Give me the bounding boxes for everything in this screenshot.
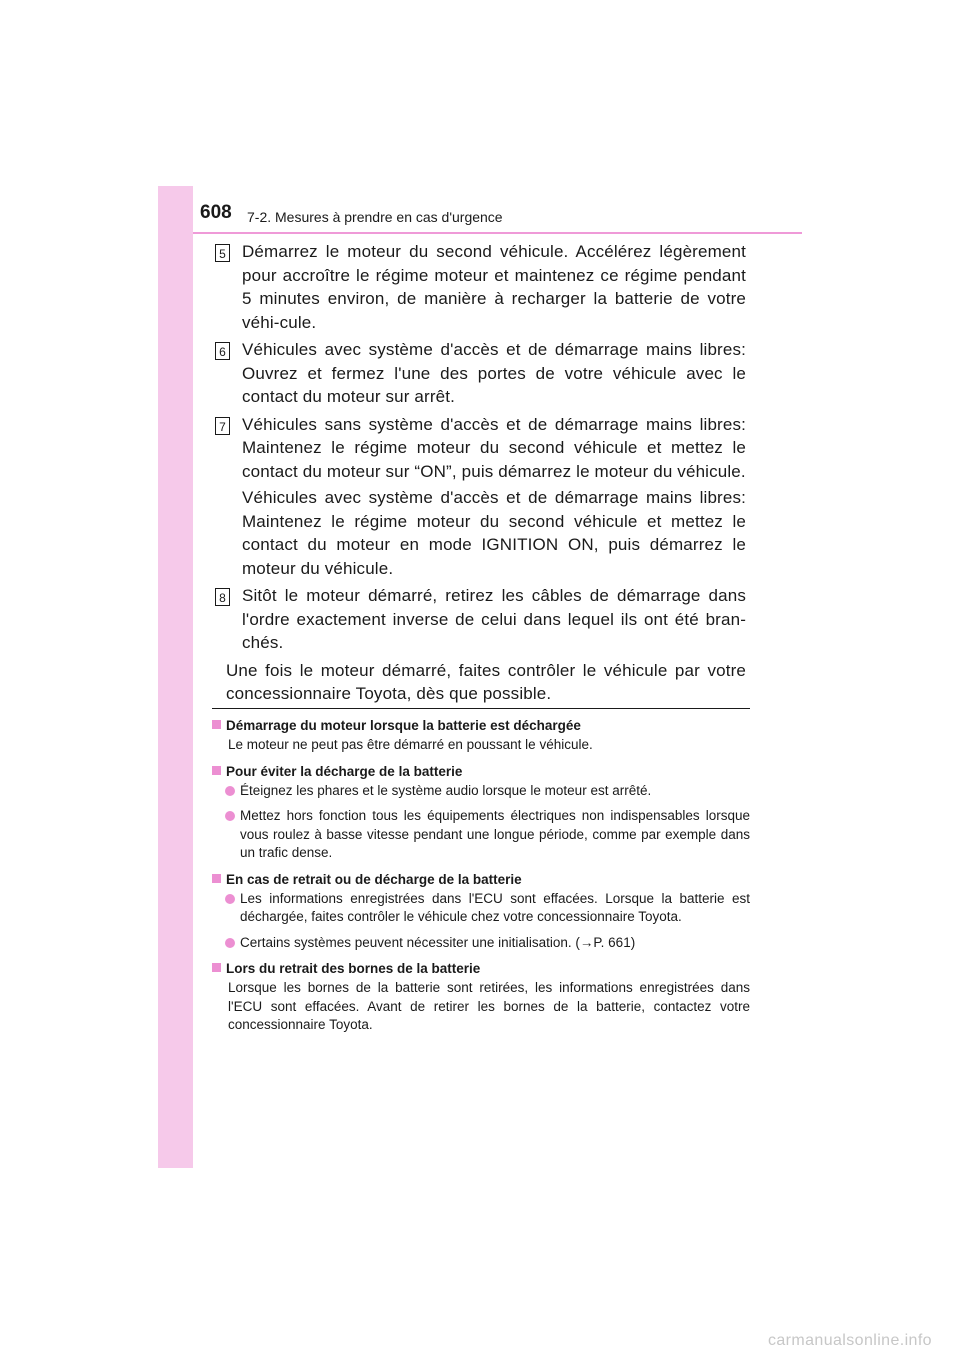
- step-text: Véhicules sans système d'accès et de démarrage mains libres: Maintenez le régime moteur du second véhicule et mettez le contact du moteur sur “ON”, puis démarrez le moteur du véhicule.: [242, 414, 746, 481]
- note-bullet-text: Mettez hors fonction tous les équipements électriques non indispensables lorsque vous roulez à basse vitesse pendant une longue période, comme par exemple dans un trafic dense.: [240, 808, 750, 860]
- closing-paragraph: Une fois le moteur démarré, faites contrôler le véhicule par votre concessionnaire Toyota, dès que possible.: [226, 660, 746, 703]
- notes-divider: [212, 708, 750, 709]
- step-number-badge: 8: [215, 588, 230, 606]
- site-watermark: carmanualsonline.info: [767, 1332, 932, 1349]
- step-text: Sitôt le moteur démarré, retirez les câbles de démarrage dans l'ordre exactement inverse de celui dans lequel ils ont été bran-chés.: [242, 586, 746, 652]
- step-text: Véhicules avec système d'accès et de démarrage mains libres: Maintenez le régime moteur du second véhicule et mettez le contact du moteur en mode IGNITION ON, puis démarrez le moteur du véhicule.: [242, 488, 746, 578]
- note-heading: [212, 716, 750, 736]
- chapter-side-band: [158, 186, 193, 1168]
- notes-section: [212, 716, 750, 1042]
- note-heading: [212, 870, 750, 890]
- square-bullet-icon: [212, 766, 221, 775]
- step-6: [215, 338, 746, 409]
- note-text: Le moteur ne peut pas être démarré en poussant le véhicule.: [228, 737, 593, 752]
- note-bullet-text: Les informations enregistrées dans l'ECU sont effacées. Lorsque la batterie est déchargée, faites contrôler le véhicule chez votre concessionnaire Toyota.: [240, 890, 750, 924]
- procedure-steps: [215, 240, 746, 706]
- step-text: Démarrez le moteur du second véhicule. Accélérez légèrement pour accroître le régime moteur et maintenez ce régime pendant 5 minutes environ, de manière à recharger la batterie de votre véhi-cule.: [242, 242, 746, 332]
- step-7: [215, 413, 746, 581]
- note-bullet-text: Certains systèmes peuvent nécessiter une initialisation. (→P. 661): [240, 934, 636, 950]
- step-8: [215, 584, 746, 655]
- note-heading-text: Démarrage du moteur lorsque la batterie est déchargée: [226, 718, 581, 733]
- note-bullet: [212, 807, 750, 863]
- step-number-badge: 5: [215, 244, 230, 262]
- note-heading-text: Pour éviter la décharge de la batterie: [226, 763, 463, 779]
- note-heading: [212, 762, 750, 782]
- square-bullet-icon: [212, 720, 221, 729]
- square-bullet-icon: [212, 874, 221, 883]
- section-title: 7-2. Mesures à prendre en cas d'urgence: [247, 209, 503, 225]
- step-number-badge: 6: [215, 342, 230, 360]
- note-bullet: [212, 782, 750, 801]
- note-heading: [212, 959, 750, 979]
- circle-bullet-icon: [225, 786, 235, 796]
- step-number-badge: 7: [215, 417, 230, 435]
- note-bullet: [212, 934, 750, 953]
- note-bullet: [212, 890, 750, 927]
- note-heading-text: En cas de retrait ou de décharge de la batterie: [226, 871, 522, 887]
- circle-bullet-icon: [225, 894, 235, 904]
- circle-bullet-icon: [225, 811, 235, 821]
- header-rule: [193, 232, 802, 234]
- square-bullet-icon: [212, 963, 221, 972]
- step-5: [215, 240, 746, 334]
- note-text: Lorsque les bornes de la batterie sont retirées, les informations enregistrées dans l'ECU sont effacées. Avant de retirer les bornes de la batterie, contactez votre concessionnaire Toyota.: [228, 980, 750, 1032]
- step-text: Véhicules avec système d'accès et de démarrage mains libres: Ouvrez et fermez l'une des portes de votre véhicule avec le contact du moteur sur arrêt.: [242, 340, 746, 406]
- circle-bullet-icon: [225, 938, 235, 948]
- note-bullet-text: Éteignez les phares et le système audio lorsque le moteur est arrêté.: [240, 782, 652, 798]
- note-heading-text: Lors du retrait des bornes de la batterie: [226, 961, 481, 976]
- page-number: 608: [200, 202, 232, 223]
